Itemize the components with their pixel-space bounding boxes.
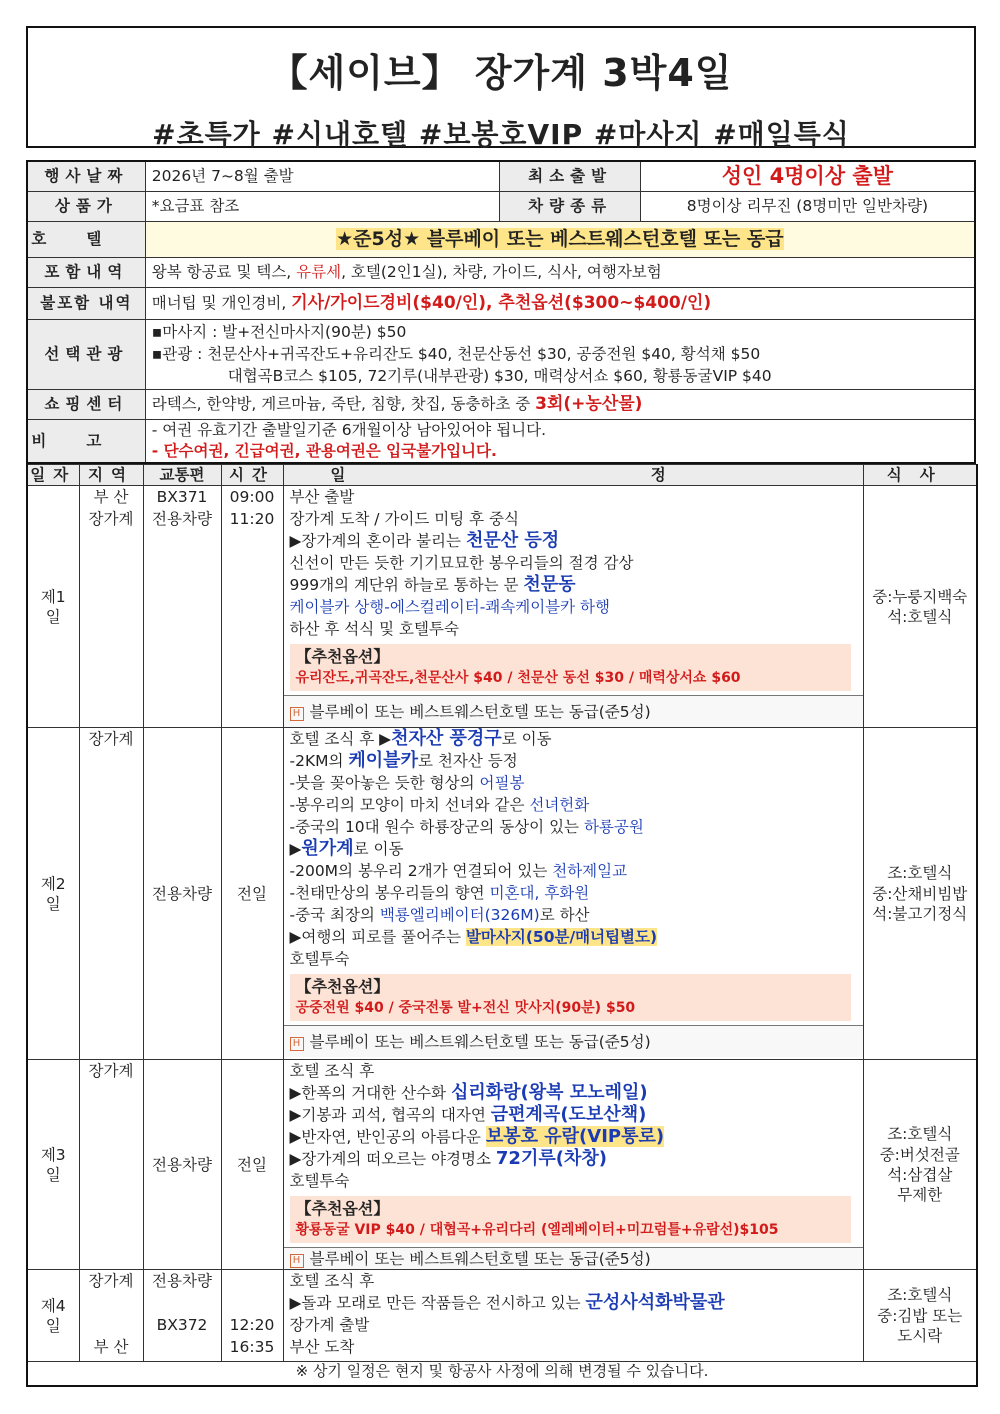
day-1-line: 부산 출발 (289, 488, 355, 507)
included-text-1: 왕복 항공료 및 텍스, (151, 262, 297, 281)
day-1-time-2: 11:20 (229, 510, 275, 529)
meal-item: 중:산채비빔밥 (872, 884, 968, 903)
text: 로 하산 (539, 906, 590, 925)
text: ▶장가계의 혼이라 불리는 (289, 532, 466, 551)
included-text-2: , 호텔(2인1실), 차량, 가이드, 식사, 여행자보험 (341, 262, 662, 281)
note-passport: - 여권 유효기간 출발일기준 6개월이상 남아있어야 됩니다. (151, 420, 547, 439)
highlight: 미혼대, 후화원 (489, 884, 590, 903)
info-row-excluded (27, 287, 975, 319)
text: 로 이동 (353, 840, 404, 859)
footer-row (27, 1362, 977, 1386)
day-2-region-1: 장가계 (88, 730, 134, 749)
shopping-text-red: 3회(+농산물) (535, 393, 643, 414)
brochure-sheet (26, 26, 976, 1387)
car-label: 차량종류 (500, 191, 640, 221)
day-4-region-2: 부 산 (93, 1338, 129, 1357)
car-value: 8명이상 리무진 (8명미만 일반차량) (640, 191, 975, 221)
included-text-red: 유류세 (296, 262, 342, 281)
day-4-label: 제4일 (27, 1270, 79, 1362)
highlight: 천자산 풍경구 (391, 728, 502, 750)
day-4-transport-1: 전용차량 (152, 1272, 212, 1291)
highlight: 하룡공원 (583, 818, 644, 837)
highlight: 보봉호 유람(VIP통로) (485, 1126, 665, 1148)
text: -2KM의 (289, 752, 349, 771)
info-row-hotel (27, 221, 975, 257)
info-row-date (27, 161, 975, 191)
meal-item: 석:불고기정식 (872, 904, 968, 923)
meal-item: 중:김밥 또는 (877, 1306, 963, 1325)
text: 로 천자산 등정 (417, 752, 518, 771)
day-1-region-2: 장가계 (88, 510, 134, 529)
options-massage: ▪마사지 : 발+전신마사지(90분) $50 (151, 323, 407, 341)
date-label: 행사날짜 (27, 161, 145, 191)
text: -중국의 10대 원수 하룡장군의 동상이 있는 (289, 818, 584, 837)
day-3-region (79, 1060, 143, 1270)
day-1-label: 제1일 (27, 486, 79, 728)
day-3-row (27, 1060, 977, 1270)
hotel-text: 블루베이 또는 베스트웨스턴호텔 또는 동급(준5성) (309, 703, 651, 722)
day-4-region (79, 1270, 143, 1362)
day-2-line (290, 772, 857, 794)
highlight: 백룡엘리베이터(326M) (379, 906, 540, 925)
text: -봉우리의 모양이 마치 선녀와 같은 (289, 796, 530, 815)
shopping-label: 쇼핑센터 (27, 389, 145, 419)
day-1-itinerary (283, 486, 863, 728)
day-2-label: 제2일 (27, 728, 79, 1060)
day-1-line: 케이블카 상행-에스컬레이터-쾌속케이블카 하행 (289, 598, 611, 617)
options-label: 선택관광 (27, 319, 145, 389)
highlight: 금편계곡(도보산책) (490, 1104, 647, 1126)
option-text: 유리잔도,귀곡잔도,천문산사 $40 / 천문산 동선 $30 / 매력상서쇼 $60 (295, 670, 741, 687)
text: -붓을 꽂아놓은 듯한 형상의 (289, 774, 480, 793)
day-1-region-1: 부 산 (93, 488, 129, 507)
page-tags: #초특가 #시내호텔 #보봉호VIP #마사지 #매일특식 (152, 118, 850, 151)
header-transport: 교통편 (143, 465, 221, 486)
day-2-region (79, 728, 143, 1060)
highlight: 발마사지(50분/매너팁별도) (465, 928, 658, 947)
text: 호텔 조식 후 ▶ (289, 730, 392, 749)
hotel-text: 블루베이 또는 베스트웨스턴호텔 또는 동급(준5성) (309, 1250, 651, 1269)
day-1-line (290, 574, 857, 596)
day-4-meal (863, 1270, 977, 1362)
day-2-line (290, 838, 857, 860)
hotel-text: 블루베이 또는 베스트웨스턴호텔 또는 동급(준5성) (309, 1033, 651, 1052)
day-1-region (79, 486, 143, 728)
note-label: 비고 (27, 419, 145, 463)
day-1-hotel (284, 695, 863, 727)
meal-item: 조:호텔식 (887, 1286, 953, 1305)
day-4-line: 부산 도착 (289, 1338, 355, 1357)
info-row-price (27, 191, 975, 221)
excluded-label: 불포함 내역 (27, 287, 145, 319)
day-2-transport: 전용차량 (143, 728, 221, 1060)
day-3-line: 호텔투숙 (289, 1172, 350, 1191)
day-4-line: 호텔 조식 후 (289, 1272, 375, 1291)
meal-item: 석:호텔식 (887, 607, 953, 626)
day-1-meal (863, 486, 977, 728)
info-table (26, 160, 976, 464)
day-2-line (290, 926, 857, 948)
options-value (145, 319, 975, 389)
day-4-region-1: 장가계 (88, 1272, 134, 1291)
day-2-line (290, 750, 857, 772)
day-4-itinerary (283, 1270, 863, 1362)
day-2-row (27, 728, 977, 1060)
shopping-text: 라텍스, 한약방, 게르마늄, 죽탄, 침향, 찻집, 동충하초 중 (151, 394, 536, 413)
header-time: 시간 (221, 465, 283, 486)
day-4-time-2: 16:35 (229, 1338, 275, 1357)
text: ▶장가계의 떠오르는 야경명소 (289, 1150, 496, 1169)
hotel-icon: H (290, 1254, 304, 1268)
highlight: 선녀헌화 (529, 796, 590, 815)
text: ▶여행의 피로를 풀어주는 (289, 928, 466, 947)
min-value: 성인 4명이상 출발 (640, 161, 975, 191)
day-3-meal (863, 1060, 977, 1270)
schedule-table (26, 464, 978, 1387)
info-row-shopping (27, 389, 975, 419)
text: -200M의 봉우리 2개가 연결되어 있는 (289, 862, 553, 881)
day-4-time (221, 1270, 283, 1362)
day-2-line: 호텔투숙 (289, 950, 350, 969)
highlight: 십리화랑(왕복 모노레일) (450, 1082, 648, 1104)
day-3-line (290, 1126, 857, 1148)
page-title: 【세이브】 장가계 3박4일 (269, 51, 733, 95)
day-1-time (221, 486, 283, 728)
day-3-line (290, 1082, 857, 1104)
day-3-region-1: 장가계 (88, 1062, 134, 1081)
header-day: 일자 (27, 465, 79, 486)
meal-item: 중:버섯전골 (879, 1145, 960, 1164)
options-tour: ▪관광 : 천문산사+귀곡잔도+유리잔도 $40, 천문산동선 $30, 공중전원 $40, 황석채 $50 (151, 345, 761, 363)
day-2-itinerary (283, 728, 863, 1060)
text: -중국 최장의 (289, 906, 380, 925)
day-3-option-box (290, 1196, 851, 1243)
day-3-itinerary (283, 1060, 863, 1270)
day-1-time-1: 09:00 (229, 488, 275, 507)
day-2-line (290, 794, 857, 816)
day-3-line (290, 1148, 857, 1170)
day-2-option-box (290, 974, 851, 1021)
day-2-meal (863, 728, 977, 1060)
note-value (145, 419, 975, 463)
schedule-header (27, 465, 977, 486)
day-4-time-1: 12:20 (229, 1316, 275, 1335)
day-1-line: 하산 후 석식 및 호텔투숙 (289, 620, 459, 639)
info-row-note (27, 419, 975, 463)
text: ▶ (289, 840, 302, 859)
header-region: 지역 (79, 465, 143, 486)
date-value: 2026년 7~8월 출발 (145, 161, 500, 191)
header-meal: 식사 (863, 465, 977, 486)
price-label: 상품가 (27, 191, 145, 221)
included-label: 포함내역 (27, 257, 145, 287)
text: 999개의 계단위 하늘로 통하는 문 (289, 576, 524, 595)
highlight: 원가계 (301, 838, 354, 860)
day-4-line: 장가계 출발 (289, 1316, 370, 1335)
text: ▶기봉과 괴석, 협곡의 대자연 (289, 1106, 491, 1125)
meal-item: 조:호텔식 (887, 864, 953, 883)
day-2-hotel (284, 1025, 863, 1057)
highlight: 군성사석화박물관 (585, 1292, 725, 1314)
day-1-line: 장가계 도착 / 가이드 미팅 후 중식 (289, 510, 519, 529)
title-box (26, 26, 976, 151)
option-title: 【추천옵션】 (295, 647, 390, 667)
day-4-line (290, 1292, 857, 1314)
option-title: 【추천옵션】 (295, 1199, 390, 1219)
footer-note: ※ 상기 일정은 현지 및 항공사 사정에 의해 변경될 수 있습니다. (27, 1362, 977, 1386)
day-4-transport-2: BX372 (156, 1316, 208, 1335)
highlight: 케이블카 (348, 750, 418, 772)
hotel-icon: H (290, 1037, 304, 1051)
day-3-line (290, 1104, 857, 1126)
option-text: 황룡동굴 VIP $40 / 대협곡+유리다리 (엘레베이터+미끄럼틀+유람선)$105 (295, 1222, 779, 1239)
hotel-value-text: ★준5성★ 블루베이 또는 베스트웨스턴호텔 또는 동급 (336, 227, 784, 250)
highlight: 어필봉 (479, 774, 525, 793)
highlight: 천문동 (523, 574, 576, 596)
hotel-label: 호텔 (27, 221, 145, 257)
hotel-value (145, 221, 975, 257)
day-1-transport-1: BX371 (156, 488, 208, 507)
day-3-line: 호텔 조식 후 (289, 1062, 375, 1081)
meal-item: 도시락 (897, 1326, 943, 1345)
day-1-line (290, 530, 857, 552)
header-itinerary: 일 정 (283, 465, 863, 486)
day-2-line (290, 816, 857, 838)
highlight: 72기루(차창) (495, 1148, 607, 1170)
day-1-transport-2: 전용차량 (152, 510, 212, 529)
options-tour-2: 대협곡B코스 $105, 72기루(내부관광) $30, 매력상서쇼 $60, 황룡동굴VIP $40 (227, 367, 772, 385)
day-2-time: 전일 (221, 728, 283, 1060)
highlight: 천하제일교 (552, 862, 628, 881)
text: ▶돌과 모래로 만든 작품들은 전시하고 있는 (289, 1294, 586, 1313)
text: 로 이동 (501, 730, 552, 749)
meal-item: 조:호텔식 (887, 1125, 953, 1144)
day-2-line (290, 882, 857, 904)
meal-item: 석:삼겹살 (887, 1165, 953, 1184)
price-value: *요금표 참조 (145, 191, 500, 221)
text: -천태만상의 봉우리들의 향연 (289, 884, 490, 903)
option-title: 【추천옵션】 (295, 977, 390, 997)
excluded-text-red: 기사/가이드경비($40/인), 추천옵션($300~$400/인) (291, 292, 712, 313)
hotel-icon: H (290, 707, 304, 721)
meal-item: 중:누룽지백숙 (872, 587, 968, 606)
day-3-transport: 전용차량 (143, 1060, 221, 1270)
meal-item: 무제한 (897, 1185, 943, 1204)
option-text: 공중전원 $40 / 중국전통 발+전신 맛사지(90분) $50 (295, 1000, 636, 1017)
note-entry: - 단수여권, 긴급여권, 관용여권은 입국불가입니다. (151, 441, 497, 460)
info-row-included (27, 257, 975, 287)
excluded-value (145, 287, 975, 319)
day-4-row (27, 1270, 977, 1362)
day-1-line: 신선이 만든 듯한 기기묘묘한 봉우리들의 절경 감상 (289, 554, 634, 573)
highlight: 천문산 등정 (465, 530, 560, 552)
day-4-transport (143, 1270, 221, 1362)
day-1-transport (143, 486, 221, 728)
day-2-line (290, 904, 857, 926)
text: ▶반자연, 반인공의 아름다운 (289, 1128, 486, 1147)
day-2-line (290, 860, 857, 882)
text: ▶한폭의 거대한 산수화 (289, 1084, 451, 1103)
day-2-line (290, 728, 857, 750)
day-3-time: 전일 (221, 1060, 283, 1270)
day-1-option-box (290, 644, 851, 691)
excluded-text-1: 매너팁 및 개인경비, (151, 293, 292, 312)
info-row-options (27, 319, 975, 389)
day-1-row (27, 486, 977, 728)
included-value (145, 257, 975, 287)
day-3-label: 제3일 (27, 1060, 79, 1270)
day-3-hotel (284, 1247, 863, 1269)
shopping-value (145, 389, 975, 419)
min-label: 최소출발 (500, 161, 640, 191)
